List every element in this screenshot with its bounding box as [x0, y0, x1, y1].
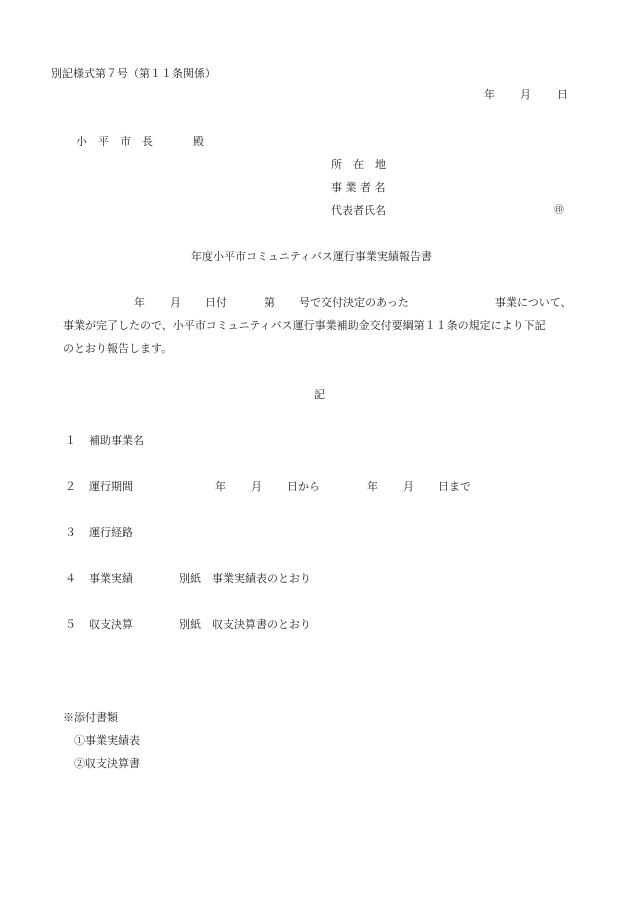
- item-label: 運行期間: [89, 480, 133, 493]
- attachment-item: ①事業実績表: [74, 734, 140, 747]
- period-to-year: 年: [367, 480, 378, 493]
- item-value: 別紙 事業実績表のとおり: [179, 572, 311, 585]
- addressee-honorific: 殿: [193, 135, 204, 148]
- item-label: 事業実績: [89, 572, 133, 585]
- body-project-suffix: 事業について、: [495, 296, 572, 309]
- item-value: 別紙 収支決算書のとおり: [179, 618, 311, 631]
- representative-label: 代表者氏名: [331, 204, 386, 217]
- body-month: 月: [170, 296, 181, 309]
- item-number: １: [65, 434, 76, 447]
- period-from-day: 日から: [287, 480, 320, 493]
- item-number: ３: [65, 526, 76, 539]
- body-no-prefix: 第: [264, 296, 275, 309]
- attachments-heading: ※添付書類: [63, 711, 118, 724]
- period-to-day: 日まで: [438, 480, 471, 493]
- body-line-2: 事業が完了したので、小平市コミュニティバス運行事業補助金交付要綱第１１条の規定により下記: [63, 319, 546, 332]
- form-reference: 別記様式第７号（第１１条関係）: [51, 67, 216, 80]
- period-from-year: 年: [215, 480, 226, 493]
- item-number: ４: [65, 572, 76, 585]
- item-label: 収支決算: [89, 618, 133, 631]
- date-month: 月: [520, 88, 531, 101]
- address-label: 所 在 地: [331, 158, 386, 171]
- body-date-suffix: 日付: [205, 296, 227, 309]
- document-title: 年度小平市コミュニティバス運行事業実績報告書: [191, 250, 432, 263]
- operator-label: 事 業 者 名: [331, 181, 386, 194]
- date-year: 年: [484, 88, 495, 101]
- item-label: 補助事業名: [89, 434, 144, 447]
- body-line-3: のとおり報告します。: [63, 342, 173, 355]
- item-label: 運行経路: [89, 526, 133, 539]
- body-year: 年: [134, 296, 145, 309]
- period-from-month: 月: [251, 480, 262, 493]
- attachment-item: ②収支決算書: [74, 757, 140, 770]
- body-no-suffix: 号で交付決定のあった: [299, 296, 409, 309]
- addressee-name: 小 平 市 長: [76, 135, 153, 148]
- period-to-month: 月: [403, 480, 414, 493]
- item-number: ２: [65, 480, 76, 493]
- seal-mark: ㊞: [554, 205, 564, 216]
- date-day: 日: [557, 88, 568, 101]
- ki-heading: 記: [314, 388, 325, 401]
- item-number: ５: [65, 618, 76, 631]
